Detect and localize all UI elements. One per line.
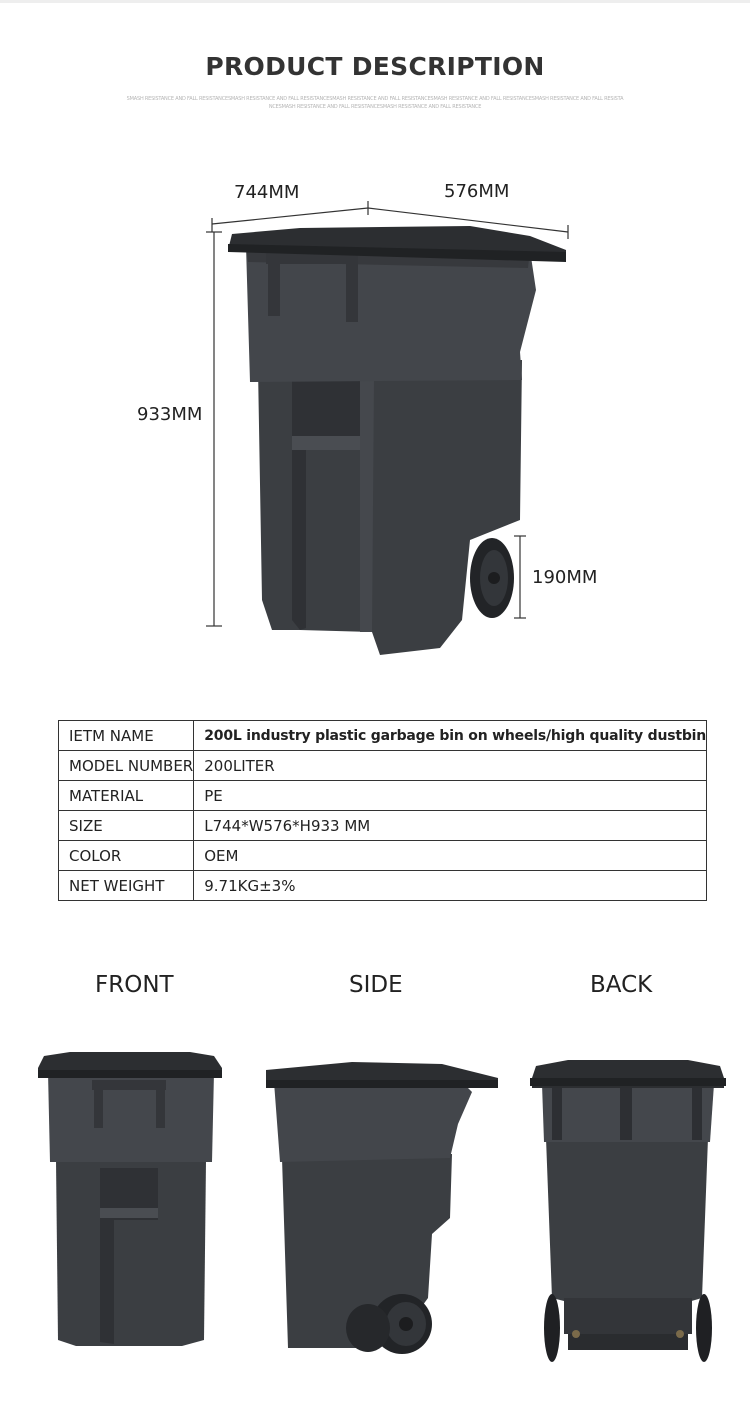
table-row bbox=[59, 751, 707, 781]
spec-label: COLOR bbox=[59, 841, 194, 871]
page-title: PRODUCT DESCRIPTION bbox=[205, 52, 545, 81]
spec-value: OEM bbox=[194, 841, 707, 871]
table-row bbox=[59, 871, 707, 901]
spec-value: 200LITER bbox=[194, 751, 707, 781]
subtitle-line-2: NCESMASH RESISTANCE AND FALL RESISTANCESMASH RESISTANCE AND FALL RESISTANCE bbox=[268, 104, 482, 110]
hero-bin-image bbox=[0, 0, 750, 700]
table-row bbox=[59, 721, 707, 751]
spec-label: MATERIAL bbox=[59, 781, 194, 811]
spec-label: SIZE bbox=[59, 811, 194, 841]
spec-label: IETM NAME bbox=[59, 721, 194, 751]
height-dimension: 933MM bbox=[137, 404, 203, 425]
back-view-label: BACK bbox=[590, 972, 653, 998]
spec-table bbox=[58, 720, 707, 901]
length-dimension: 744MM bbox=[234, 182, 300, 203]
side-view-label: SIDE bbox=[349, 972, 403, 998]
spec-label: MODEL NUMBER bbox=[59, 751, 194, 781]
spec-value: 9.71KG±3% bbox=[194, 871, 707, 901]
width-dimension: 576MM bbox=[444, 181, 510, 202]
back-view-image bbox=[528, 1058, 728, 1368]
table-row bbox=[59, 841, 707, 871]
table-row bbox=[59, 811, 707, 841]
spec-label: NET WEIGHT bbox=[59, 871, 194, 901]
spec-value: L744*W576*H933 MM bbox=[194, 811, 707, 841]
subtitle-line-1: SMASH RESISTANCE AND FALL RESISTANCESMASH RESISTANCE AND FALL RESISTANCESMASH RESISTANCE AND FALL RESISTANCESMASH RESISTANCE AND FALL RESISTANCESMASH RESISTANCE AND FALL RESISTA bbox=[126, 96, 624, 102]
front-view-label: FRONT bbox=[95, 972, 174, 998]
spec-value: 200L industry plastic garbage bin on wheels/high quality dustbin bbox=[194, 721, 707, 751]
wheel-dimension: 190MM bbox=[532, 567, 598, 588]
spec-value: PE bbox=[194, 781, 707, 811]
table-row bbox=[59, 781, 707, 811]
front-view-image bbox=[30, 1050, 230, 1350]
bin-front-view bbox=[228, 226, 566, 655]
side-view-image bbox=[262, 1058, 502, 1358]
